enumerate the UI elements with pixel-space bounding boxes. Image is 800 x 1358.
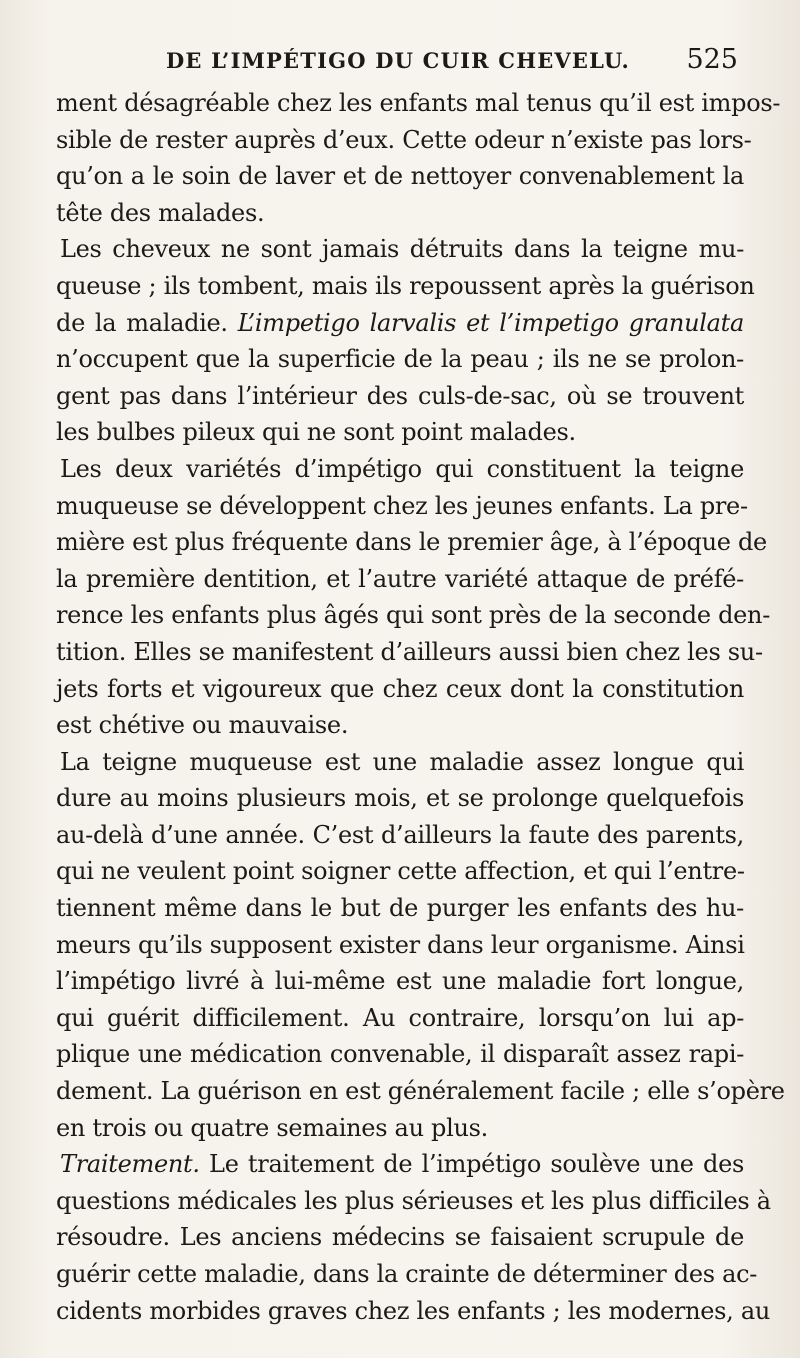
- text-line: l’impétigo livré à lui-même est une maladie fort longue,: [56, 967, 744, 996]
- text-line: queuse ; ils tombent, mais ils repoussent après la guérison: [56, 271, 755, 300]
- text-line: gent pas dans l’intérieur des culs-de-sac, où se trouvent: [56, 381, 744, 410]
- section-heading-inline: Traitement.: [60, 1150, 200, 1179]
- text-line: les bulbes pileux qui ne sont point malades.: [56, 418, 576, 447]
- text-line: la première dentition, et l’autre variété attaque de préfé-: [56, 564, 744, 593]
- text-line: tition. Elles se manifestent d’ailleurs aussi bien chez les su-: [56, 637, 763, 666]
- text-line: Les deux variétés d’impétigo qui constituent la teigne: [60, 454, 744, 483]
- text-line: questions médicales les plus sérieuses et les plus difficiles à: [56, 1186, 771, 1215]
- text-line: [56, 305, 744, 342]
- text-line: [56, 1146, 744, 1183]
- text-line: dement. La guérison en est généralement facile ; elle s’opère: [56, 1077, 785, 1106]
- text-segment: de la maladie.: [56, 308, 238, 337]
- text-line: en trois ou quatre semaines au plus.: [56, 1113, 488, 1142]
- text-line: cidents morbides graves chez les enfants ; les modernes, au: [56, 1296, 770, 1325]
- text-line: ment désagréable chez les enfants mal tenus qu’il est impos-: [56, 89, 781, 117]
- italic-segment: L’impetigo larvalis et l’impetigo granulata: [237, 308, 744, 337]
- body-text: [56, 85, 785, 1329]
- text-line: La teigne muqueuse est une maladie assez longue qui: [60, 747, 744, 776]
- running-head: [56, 40, 744, 80]
- text-line: tiennent même dans le but de purger les enfants des hu-: [56, 894, 744, 923]
- page-number: 525: [686, 44, 738, 75]
- text-line: dure au moins plusieurs mois, et se prolonge quelquefois: [56, 784, 744, 813]
- text-line: résoudre. Les anciens médecins se faisaient scrupule de: [56, 1223, 744, 1252]
- text-line: sible de rester auprès d’eux. Cette odeur n’existe pas lors-: [56, 125, 752, 154]
- text-line: guérir cette maladie, dans la crainte de déterminer des ac-: [56, 1260, 758, 1288]
- running-title: DE L’IMPÉTIGO DU CUIR CHEVELU.: [166, 48, 631, 73]
- text-line: au-delà d’une année. C’est d’ailleurs la faute des parents,: [56, 820, 744, 849]
- text-line: qu’on a le soin de laver et de nettoyer convenablement la: [56, 162, 744, 191]
- text-line: Les cheveux ne sont jamais détruits dans la teigne mu-: [60, 235, 744, 264]
- text-line: meurs qu’ils supposent exister dans leur organisme. Ainsi: [56, 930, 745, 959]
- text-line: plique une médication convenable, il disparaît assez rapi-: [56, 1040, 744, 1069]
- text-line: qui guérit difficilement. Au contraire, lorsqu’on lui ap-: [56, 1003, 744, 1032]
- text-line: mière est plus fréquente dans le premier âge, à l’époque de: [56, 528, 767, 557]
- text-line: est chétive ou mauvaise.: [56, 711, 349, 740]
- text-line: rence les enfants plus âgés qui sont près de la seconde den-: [56, 601, 771, 630]
- text-line: jets forts et vigoureux que chez ceux dont la constitution: [56, 674, 744, 703]
- text-line: tête des malades.: [56, 198, 265, 227]
- text-line: qui ne veulent point soigner cette affection, et qui l’entre-: [56, 857, 745, 886]
- text-line: n’occupent que la superficie de la peau ; ils ne se prolon-: [56, 345, 744, 374]
- text-line: muqueuse se développent chez les jeunes enfants. La pre-: [56, 491, 748, 520]
- text-segment: Le traitement de l’impétigo soulève une des: [199, 1150, 744, 1179]
